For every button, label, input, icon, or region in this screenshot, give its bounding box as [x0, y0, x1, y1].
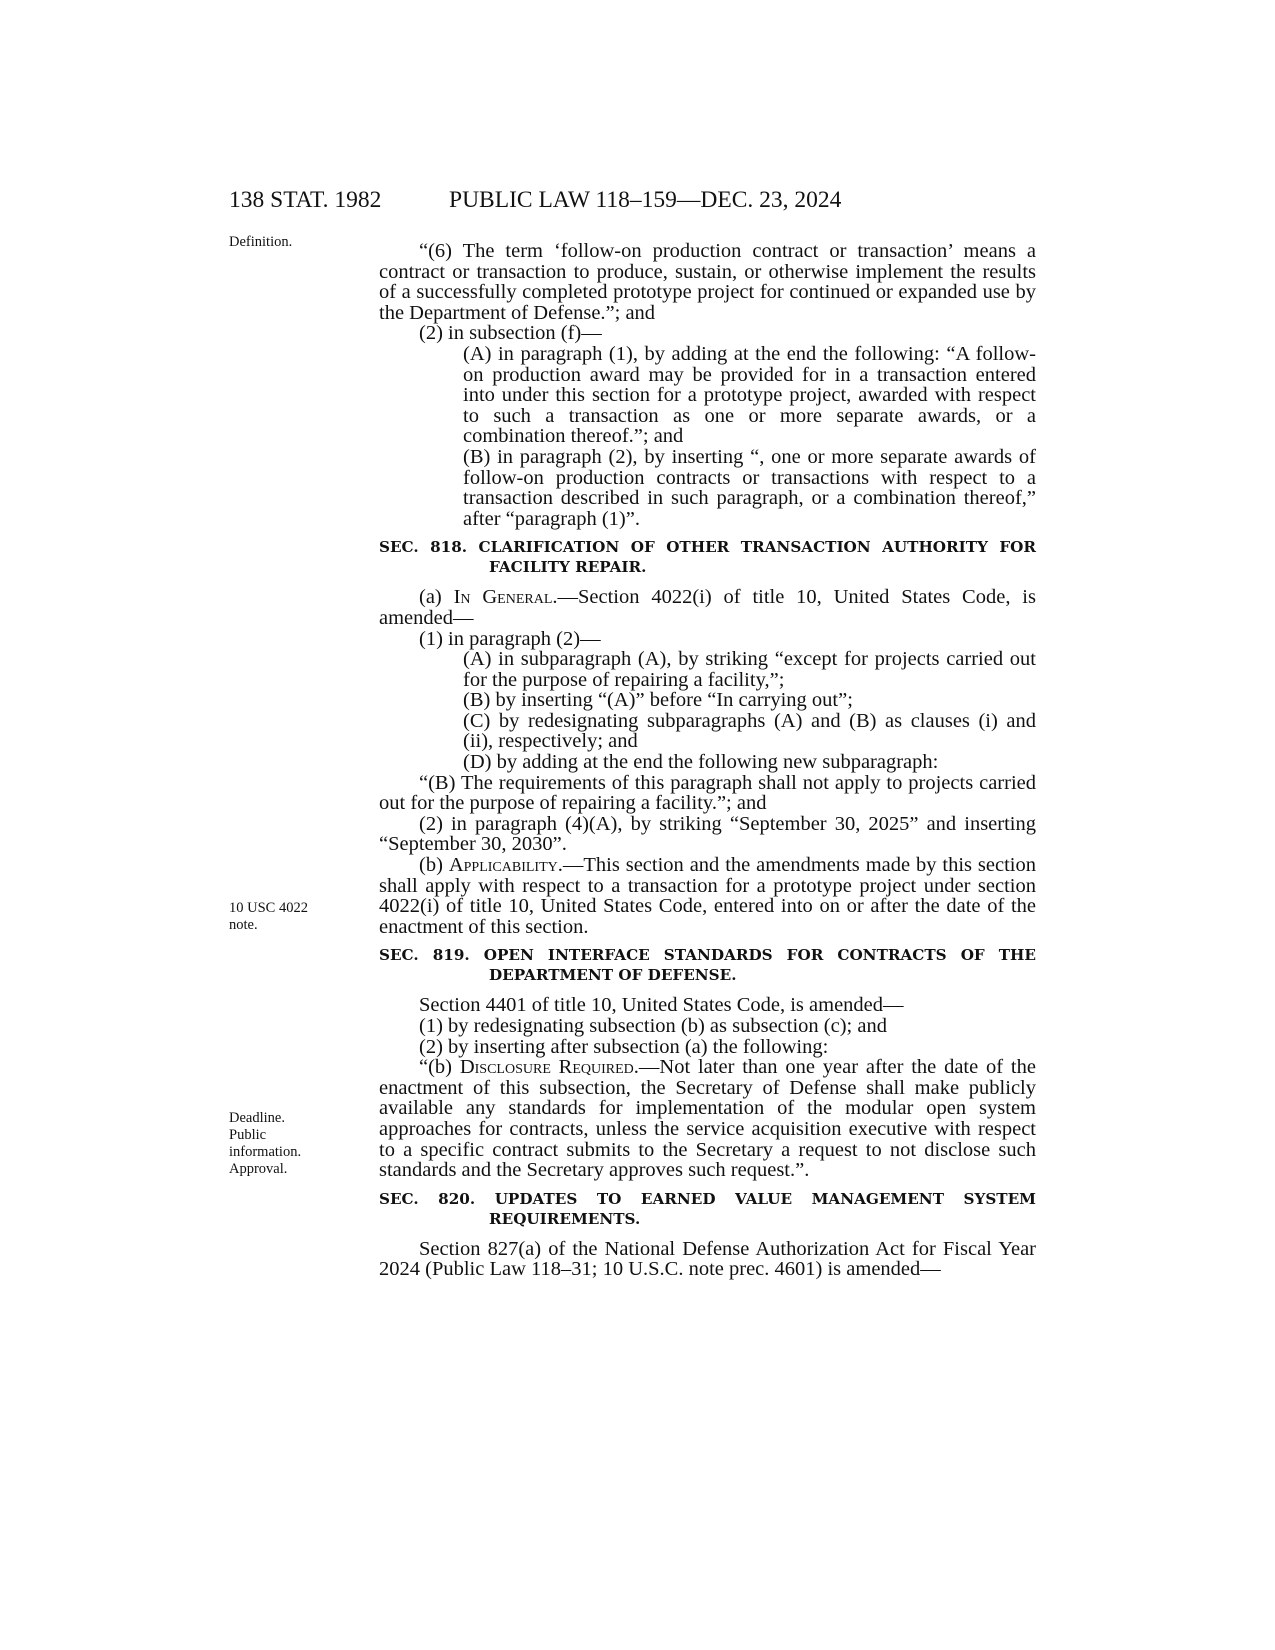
section-820-intro: Section 827(a) of the National Defense Authorization Act for Fiscal Year 2024 (Public Law 118–31; 10 U.S.C. note prec. 4601) is amended— — [379, 1237, 1036, 1281]
section-819-subsection-b: “(b) Disclosure Required.—Not later than one year after the date of the enactment of this subsection, the Secretary of Defense shall make publicly available any standards for implementation of the modular open system approaches for contracts, unless the service acquisition executive with respect to a specific contract submits to the Secretary a request to not disclose such standards and the Secretary approves such request.”. — [379, 1056, 1036, 1182]
section-818-quoted-b: “(B) The requirements of this paragraph shall not apply to projects carried out for the purpose of repairing a facility.”; and — [379, 771, 1036, 815]
section-818-1D: (D) by adding at the end the following new subparagraph: — [463, 751, 939, 774]
section-819-intro: Section 4401 of title 10, United States Code, is amended— — [419, 994, 904, 1017]
section-819-paragraph-1: (1) by redesignating subsection (b) as subsection (c); and — [419, 1015, 887, 1037]
paragraph-2-subsection-f: (2) in subsection (f)— — [419, 322, 602, 345]
margin-note-deadline: Deadline. Public information. Approval. — [229, 1110, 302, 1177]
document-body — [379, 241, 1036, 1280]
section-818-1B: (B) by inserting “(A)” before “In carrying out”; — [463, 689, 853, 712]
subparagraph-b: (B) in paragraph (2), by inserting “, one or more separate awards of follow-on production contracts or transactions with respect to a transaction described in such paragraph, or a combination thereof,” after “paragraph (1)”. — [463, 445, 1036, 530]
section-818-1A: (A) in subparagraph (A), by striking “except for projects carried out for the purpose of repairing a facility,”; — [463, 648, 1036, 691]
section-818-subsection-a: (a) In General.—Section 4022(i) of title 10, United States Code, is amended— — [379, 586, 1036, 629]
public-law-title: PUBLIC LAW 118–159—DEC. 23, 2024 — [449, 187, 842, 213]
margin-note-definition: Definition. — [229, 234, 293, 250]
section-818-subsection-b: (b) Applicability.—This section and the amendments made by this section shall apply with respect to a transaction for a prototype project under section 4022(i) of title 10, United States Code, entered into on or after the date of the enactment of this section. — [379, 854, 1036, 938]
margin-note-usc: 10 USC 4022 note. — [229, 900, 308, 933]
section-818-paragraph-2: (2) in paragraph (4)(A), by striking “September 30, 2025” and inserting “September 30, 2030”. — [379, 812, 1036, 856]
section-818-paragraph-1: (1) in paragraph (2)— — [419, 627, 601, 650]
subparagraph-a: (A) in paragraph (1), by adding at the end the following: “A follow-on production award may be provided for in a transaction entered into under this section for a prototype project, awarded with respect to such a transaction as one or more separate awards, or a combination thereof.”; and — [463, 342, 1036, 448]
page-header — [229, 187, 929, 217]
section-818-1C: (C) by redesignating subparagraphs (A) and (B) as clauses (i) and (ii), respectively; and — [463, 709, 1036, 753]
section-818-title: SEC. 818. CLARIFICATION OF OTHER TRANSACTION AUTHORITY FOR FACILITY REPAIR. — [379, 538, 1036, 577]
paragraph-6-definition: “(6) The term ‘follow-on production contract or transaction’ means a contract or transaction to produce, sustain, or otherwise implement the results of a successfully completed prototype project for continued or expanded use by the Department of Defense.”; and — [379, 240, 1036, 324]
section-819-title: SEC. 819. OPEN INTERFACE STANDARDS FOR CONTRACTS OF THE DEPARTMENT OF DEFENSE. — [379, 946, 1036, 985]
section-819-paragraph-2: (2) by inserting after subsection (a) the following: — [419, 1035, 829, 1058]
section-820-title: SEC. 820. UPDATES TO EARNED VALUE MANAGEMENT SYSTEM REQUIREMENTS. — [379, 1189, 1036, 1228]
statute-page-number: 138 STAT. 1982 — [229, 187, 382, 213]
